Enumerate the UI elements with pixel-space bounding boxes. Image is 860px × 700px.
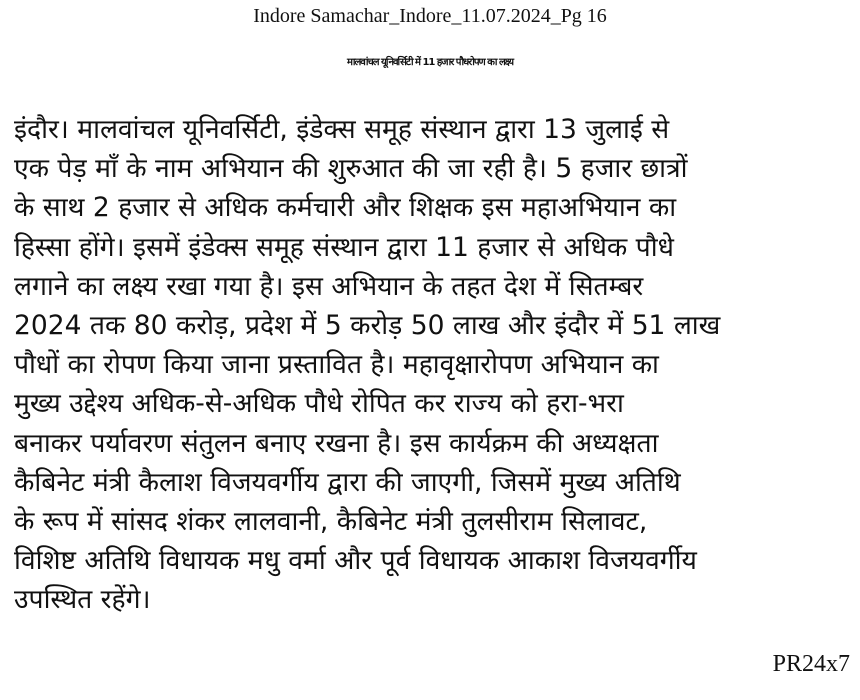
- article-line: हिस्सा होंगे। इसमें इंडेक्स समूह संस्थान द्वारा 11 हजार से अधिक पौधे: [14, 231, 674, 263]
- source-caption: Indore Samachar_Indore_11.07.2024_Pg 16: [253, 5, 607, 27]
- article-line: मुख्य उद्देश्य अधिक-से-अधिक पौधे रोपित कर राज्य को हरा-भरा: [14, 388, 624, 420]
- article-line: लगाने का लक्ष्य रखा गया है। इस अभियान के तहत देश में सितम्बर: [14, 270, 644, 302]
- article-line: इंदौर। मालवांचल यूनिवर्सिटी, इंडेक्स समूह संस्थान द्वारा 13 जुलाई से: [14, 114, 670, 145]
- article-body: [14, 110, 850, 619]
- article-line: के साथ 2 हजार से अधिक कर्मचारी और शिक्षक इस महाअभियान का: [14, 192, 677, 224]
- article-line: उपस्थित रहेंगे।: [14, 584, 151, 616]
- article-line: 2024 तक 80 करोड़, प्रदेश में 5 करोड़ 50 लाख और इंदौर में 51 लाख: [14, 309, 721, 341]
- article-line: के रूप में सांसद शंकर लालवानी, कैबिनेट मंत्री तुलसीराम सिलावट,: [14, 505, 648, 537]
- article-line: एक पेड़ माँ के नाम अभियान की शुरुआत की जा रही है। 5 हजार छात्रों: [14, 153, 688, 185]
- article-line: कैबिनेट मंत्री कैलाश विजयवर्गीय द्वारा की जाएगी, जिसमें मुख्य अतिथि: [14, 466, 681, 498]
- article-line: पौधों का रोपण किया जाना प्रस्तावित है। महावृक्षारोपण अभियान का: [14, 349, 659, 381]
- headline: मालवांचल यूनिवर्सिटी में 11 हजार पौधरोपण का लक्ष्य: [346, 57, 514, 68]
- article-line: बनाकर पर्यावरण संतुलन बनाए रखना है। इस कार्यक्रम की अध्यक्षता: [14, 427, 659, 459]
- article-line: विशिष्ट अतिथि विधायक मधु वर्मा और पूर्व विधायक आकाश विजयवर्गीय: [14, 545, 697, 577]
- clipping-code: PR24x7: [772, 651, 850, 677]
